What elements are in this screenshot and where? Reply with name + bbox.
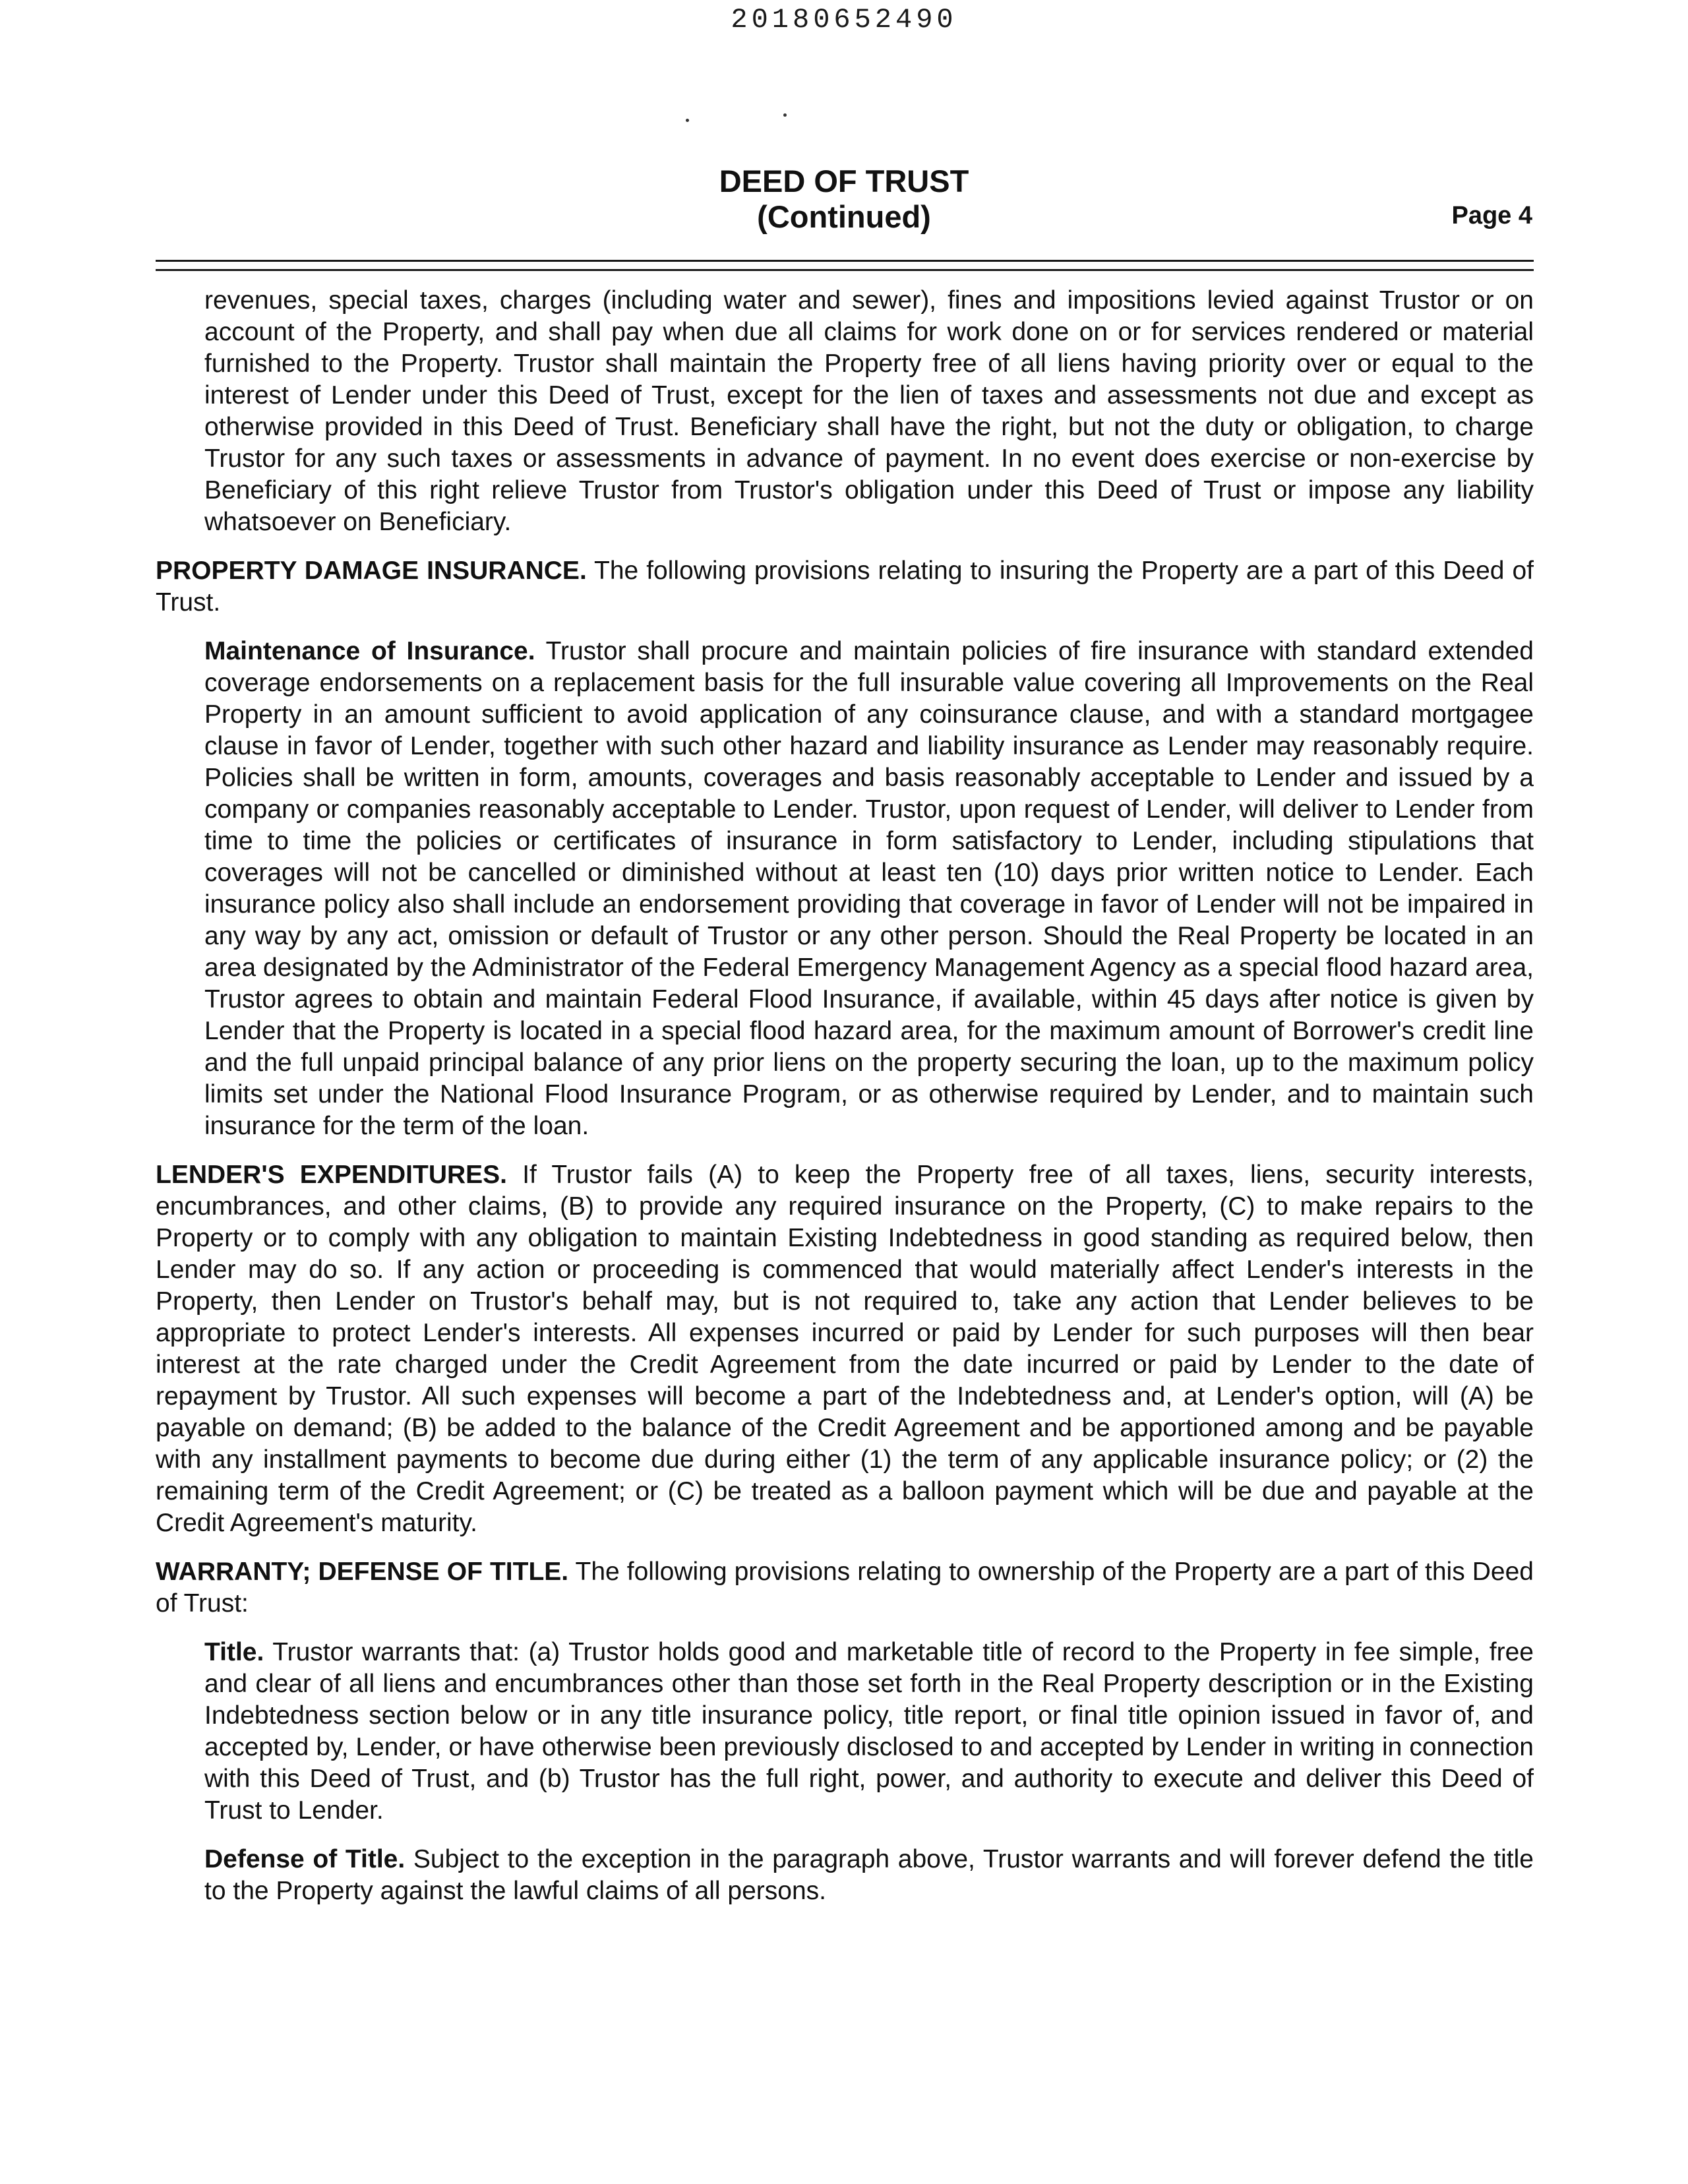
header-rule-bottom: [156, 269, 1534, 271]
page-number: Page 4: [1451, 202, 1532, 229]
paragraph-text: The following provisions relating to ownership of the Property are a part of this Deed of Trust:: [156, 1558, 1534, 1618]
section-heading: LENDER'S EXPENDITURES.: [156, 1161, 508, 1189]
paragraph-lenders-expenditures: [156, 1159, 1534, 1539]
paragraph-text: The following provisions relating to insuring the Property are a part of this Deed of Trust.: [156, 557, 1534, 617]
paragraph-warranty-defense-of-title: [156, 1556, 1534, 1620]
paragraph-title: [204, 1637, 1534, 1827]
section-heading: PROPERTY DAMAGE INSURANCE.: [156, 557, 587, 585]
document-body: [156, 285, 1534, 1924]
paragraph-text: If Trustor fails (A) to keep the Property free of all taxes, liens, security interests, encumbrances, and other claims, (B) to provide any required insurance on the Property, (C) to make repairs to the Property or to comply with any obligation to maintain Existing Indebtedness in good standing as required below, then Lender may do so. If any action or proceeding is commenced that would materially affect Lender's interests in the Property, then Lender on Trustor's behalf may, but is not required to, take any action that Lender believes to be appropriate to protect Lender's interests. All expenses incurred or paid by Lender for such purposes will then bear interest at the rate charged under the Credit Agreement from the date incurred or paid by Lender to the date of repayment by Trustor. All such expenses will become a part of the Indebtedness and, at Lender's option, will (A) be payable on demand; (B) be added to the balance of the Credit Agreement and be apportioned among and be payable with any installment payments to become due during either (1) the term of any applicable insurance policy; or (2) the remaining term of the Credit Agreement; or (C) be treated as a balloon payment which will be due and payable at the Credit Agreement's maturity.: [156, 1161, 1534, 1537]
paragraph-maintenance-of-insurance: [204, 636, 1534, 1142]
subsection-heading: Title.: [204, 1638, 264, 1666]
document-subtitle: (Continued): [757, 199, 931, 234]
paragraph-property-damage-insurance: [156, 555, 1534, 619]
scan-speck: [686, 119, 689, 122]
scan-speck: [783, 113, 787, 117]
paragraph-text: Trustor warrants that: (a) Trustor holds good and marketable title of record to the Property in fee simple, free and clear of all liens and encumbrances other than those set forth in the Real Property description or in the Existing Indebtedness section below or in any title insurance policy, title report, or final title opinion issued in favor of, and accepted by, Lender, or have otherwise been previously disclosed to and accepted by Lender in writing in connection with this Deed of Trust, and (b) Trustor has the full right, power, and authority to execute and deliver this Deed of Trust to Lender.: [204, 1638, 1534, 1825]
document-number: 20180652490: [731, 4, 957, 36]
paragraph-text: Subject to the exception in the paragraph above, Trustor warrants and will forever defend the title to the Property against the lawful claims of all persons.: [204, 1845, 1534, 1905]
paragraph-defense-of-title: [204, 1844, 1534, 1907]
subsection-heading: Defense of Title.: [204, 1845, 406, 1873]
section-heading: WARRANTY; DEFENSE OF TITLE.: [156, 1558, 569, 1586]
paragraph-text: revenues, special taxes, charges (including water and sewer), fines and impositions levied against Trustor or on account of the Property, and shall pay when due all claims for work done on or for services rendered or material furnished to the Property. Trustor shall maintain the Property free of all liens having priority over or equal to the interest of Lender under this Deed of Trust, except for the lien of taxes and assessments not due and except as otherwise provided in this Deed of Trust. Beneficiary shall have the right, but not the duty or obligation, to charge Trustor for any such taxes or assessments in advance of payment. In no event does exercise or non-exercise by Beneficiary of this right relieve Trustor from Trustor's obligation under this Deed of Trust or impose any liability whatsoever on Beneficiary.: [204, 286, 1534, 536]
scan-specks: [686, 113, 791, 124]
header-rule-top: [156, 260, 1534, 262]
paragraph-text: Trustor shall procure and maintain policies of fire insurance with standard extended coverage endorsements on a replacement basis for the full insurable value covering all Improvements on the Real Property in an amount sufficient to avoid application of any coinsurance clause, and with a standard mortgagee clause in favor of Lender, together with such other hazard and liability insurance as Lender may reasonably require. Policies shall be written in form, amounts, coverages and basis reasonably acceptable to Lender and issued by a company or companies reasonably acceptable to Lender. Trustor, upon request of Lender, will deliver to Lender from time to time the policies or certificates of insurance in form satisfactory to Lender, including stipulations that coverages will not be cancelled or diminished without at least ten (10) days prior written notice to Lender. Each insurance policy also shall include an endorsement providing that coverage in favor of Lender will not be impaired in any way by any act, omission or default of Trustor or any other person. Should the Real Property be located in an area designated by the Administrator of the Federal Emergency Management Agency as a special flood hazard area, Trustor agrees to obtain and maintain Federal Flood Insurance, if available, within 45 days after notice is given by Lender that the Property is located in a special flood hazard area, for the maximum amount of Borrower's credit line and the full unpaid principal balance of any prior liens on the property securing the loan, up to the maximum policy limits set under the National Flood Insurance Program, or as otherwise required by Lender, and to maintain such insurance for the term of the loan.: [204, 637, 1534, 1140]
paragraph-taxes-continued: [204, 285, 1534, 538]
document-title-block: [0, 164, 1688, 235]
subsection-heading: Maintenance of Insurance.: [204, 637, 535, 665]
document-title: DEED OF TRUST: [719, 164, 969, 198]
